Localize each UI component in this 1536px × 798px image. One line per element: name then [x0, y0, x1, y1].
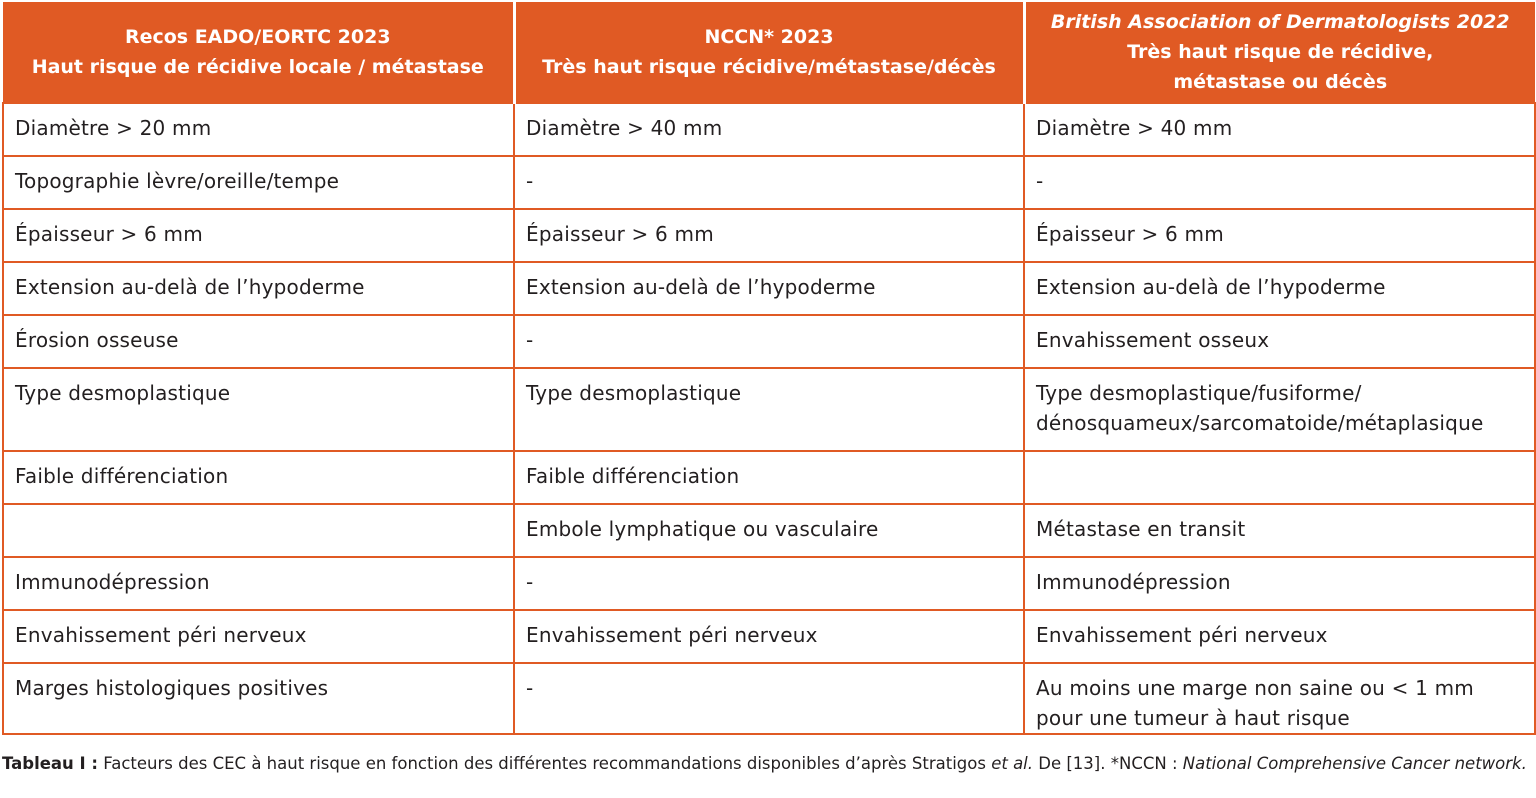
cell-text: Envahissement péri nerveux: [15, 623, 307, 647]
cell-text: pour une tumeur à haut risque: [1036, 706, 1350, 730]
table-cell: [1024, 504, 1535, 557]
cell-text: -: [526, 570, 534, 594]
table-row: [3, 504, 1535, 557]
header-line: Haut risque de récidive locale / métastase: [31, 56, 484, 78]
header-bad: [1024, 2, 1535, 103]
cell-text: Envahissement osseux: [1036, 328, 1270, 352]
table-cell: [3, 156, 514, 209]
cell-text: Immunodépression: [15, 570, 210, 594]
cell-text: Type desmoplastique: [15, 381, 231, 405]
table-row: [3, 209, 1535, 262]
header-line: métastase ou décès: [1173, 71, 1388, 93]
cell-text: Type desmoplastique: [526, 381, 742, 405]
cell-text: Épaisseur > 6 mm: [526, 222, 714, 246]
cell-text: Envahissement péri nerveux: [526, 623, 818, 647]
table-cell: [514, 103, 1024, 156]
table-header-row: [3, 2, 1535, 103]
cell-text: Extension au-delà de l’hypoderme: [1036, 275, 1386, 299]
cell-text: -: [526, 676, 534, 700]
cell-text: Envahissement péri nerveux: [1036, 623, 1328, 647]
header-nccn: [514, 2, 1024, 103]
table-row: [3, 610, 1535, 663]
table-cell: [1024, 368, 1535, 451]
cell-text: Métastase en transit: [1036, 517, 1246, 541]
table-cell: [3, 315, 514, 368]
table-cell: [1024, 610, 1535, 663]
header-line: Très haut risque de récidive,: [1127, 41, 1434, 63]
cell-text: Topographie lèvre/oreille/tempe: [15, 169, 340, 193]
cell-text: Érosion osseuse: [15, 328, 179, 352]
cell-text: Au moins une marge non saine ou < 1 mm: [1036, 676, 1474, 700]
cell-text: -: [1036, 169, 1044, 193]
cell-text: Embole lymphatique ou vasculaire: [526, 517, 879, 541]
cell-text: Extension au-delà de l’hypoderme: [15, 275, 365, 299]
cell-text: Diamètre > 40 mm: [526, 116, 723, 140]
table-row: [3, 368, 1535, 451]
table-cell: [3, 209, 514, 262]
table-cell: [514, 504, 1024, 557]
table-cell: [1024, 663, 1535, 734]
cell-text: -: [526, 328, 534, 352]
table-cell: [1024, 103, 1535, 156]
table-cell: [1024, 315, 1535, 368]
caption-text: De [13]. *NCCN :: [1033, 754, 1183, 773]
table-cell: [514, 262, 1024, 315]
table-cell: [514, 663, 1024, 734]
table-cell: [514, 156, 1024, 209]
cell-text: dénosquameux/sarcomatoide/métaplasique: [1036, 411, 1484, 435]
cell-text: Extension au-delà de l’hypoderme: [526, 275, 876, 299]
risk-factors-table: [2, 2, 1536, 735]
cell-text: Faible différenciation: [526, 464, 740, 488]
table-cell: [1024, 209, 1535, 262]
table-cell: [3, 368, 514, 451]
table-cell: [514, 368, 1024, 451]
cell-text: Diamètre > 20 mm: [15, 116, 212, 140]
cell-text: Épaisseur > 6 mm: [1036, 222, 1224, 246]
caption-text: Facteurs des CEC à haut risque en fonction des différentes recommandations disponibles d’après Stratigos: [98, 754, 992, 773]
header-line: British Association of Dermatologists 2022: [1050, 11, 1510, 33]
cell-text: Immunodépression: [1036, 570, 1231, 594]
table-row: [3, 262, 1535, 315]
header-line: NCCN* 2023: [704, 26, 834, 48]
header-line: Très haut risque récidive/métastase/décès: [542, 56, 996, 78]
cell-text: Type desmoplastique/fusiforme/: [1036, 381, 1362, 405]
table-cell: [514, 209, 1024, 262]
table-cell: [3, 262, 514, 315]
table-cell: [3, 451, 514, 504]
caption-label: Tableau I :: [2, 754, 99, 773]
table-row: [3, 156, 1535, 209]
table-cell: [514, 315, 1024, 368]
table-cell: [514, 451, 1024, 504]
table-cell: [1024, 451, 1535, 504]
table-cell: [3, 557, 514, 610]
header-line: Recos EADO/EORTC 2023: [124, 26, 391, 48]
table-cell: [1024, 156, 1535, 209]
table-cell: [514, 610, 1024, 663]
cell-text: Faible différenciation: [15, 464, 229, 488]
table-row: [3, 103, 1535, 156]
caption-etal: et al.: [991, 754, 1034, 773]
table-caption: [2, 752, 1534, 776]
table-cell: [1024, 262, 1535, 315]
cell-text: Marges histologiques positives: [15, 676, 329, 700]
caption-nccn-full: National Comprehensive Cancer network.: [1182, 754, 1527, 773]
table-row: [3, 557, 1535, 610]
header-eado-eortc: [3, 2, 514, 103]
table-cell: [1024, 557, 1535, 610]
table-cell: [514, 557, 1024, 610]
table-row: [3, 663, 1535, 734]
cell-text: Épaisseur > 6 mm: [15, 222, 203, 246]
table-row: [3, 315, 1535, 368]
table-cell: [3, 610, 514, 663]
cell-text: Diamètre > 40 mm: [1036, 116, 1233, 140]
cell-text: -: [526, 169, 534, 193]
table-cell: [3, 504, 514, 557]
table-cell: [3, 663, 514, 734]
table-row: [3, 451, 1535, 504]
table-cell: [3, 103, 514, 156]
